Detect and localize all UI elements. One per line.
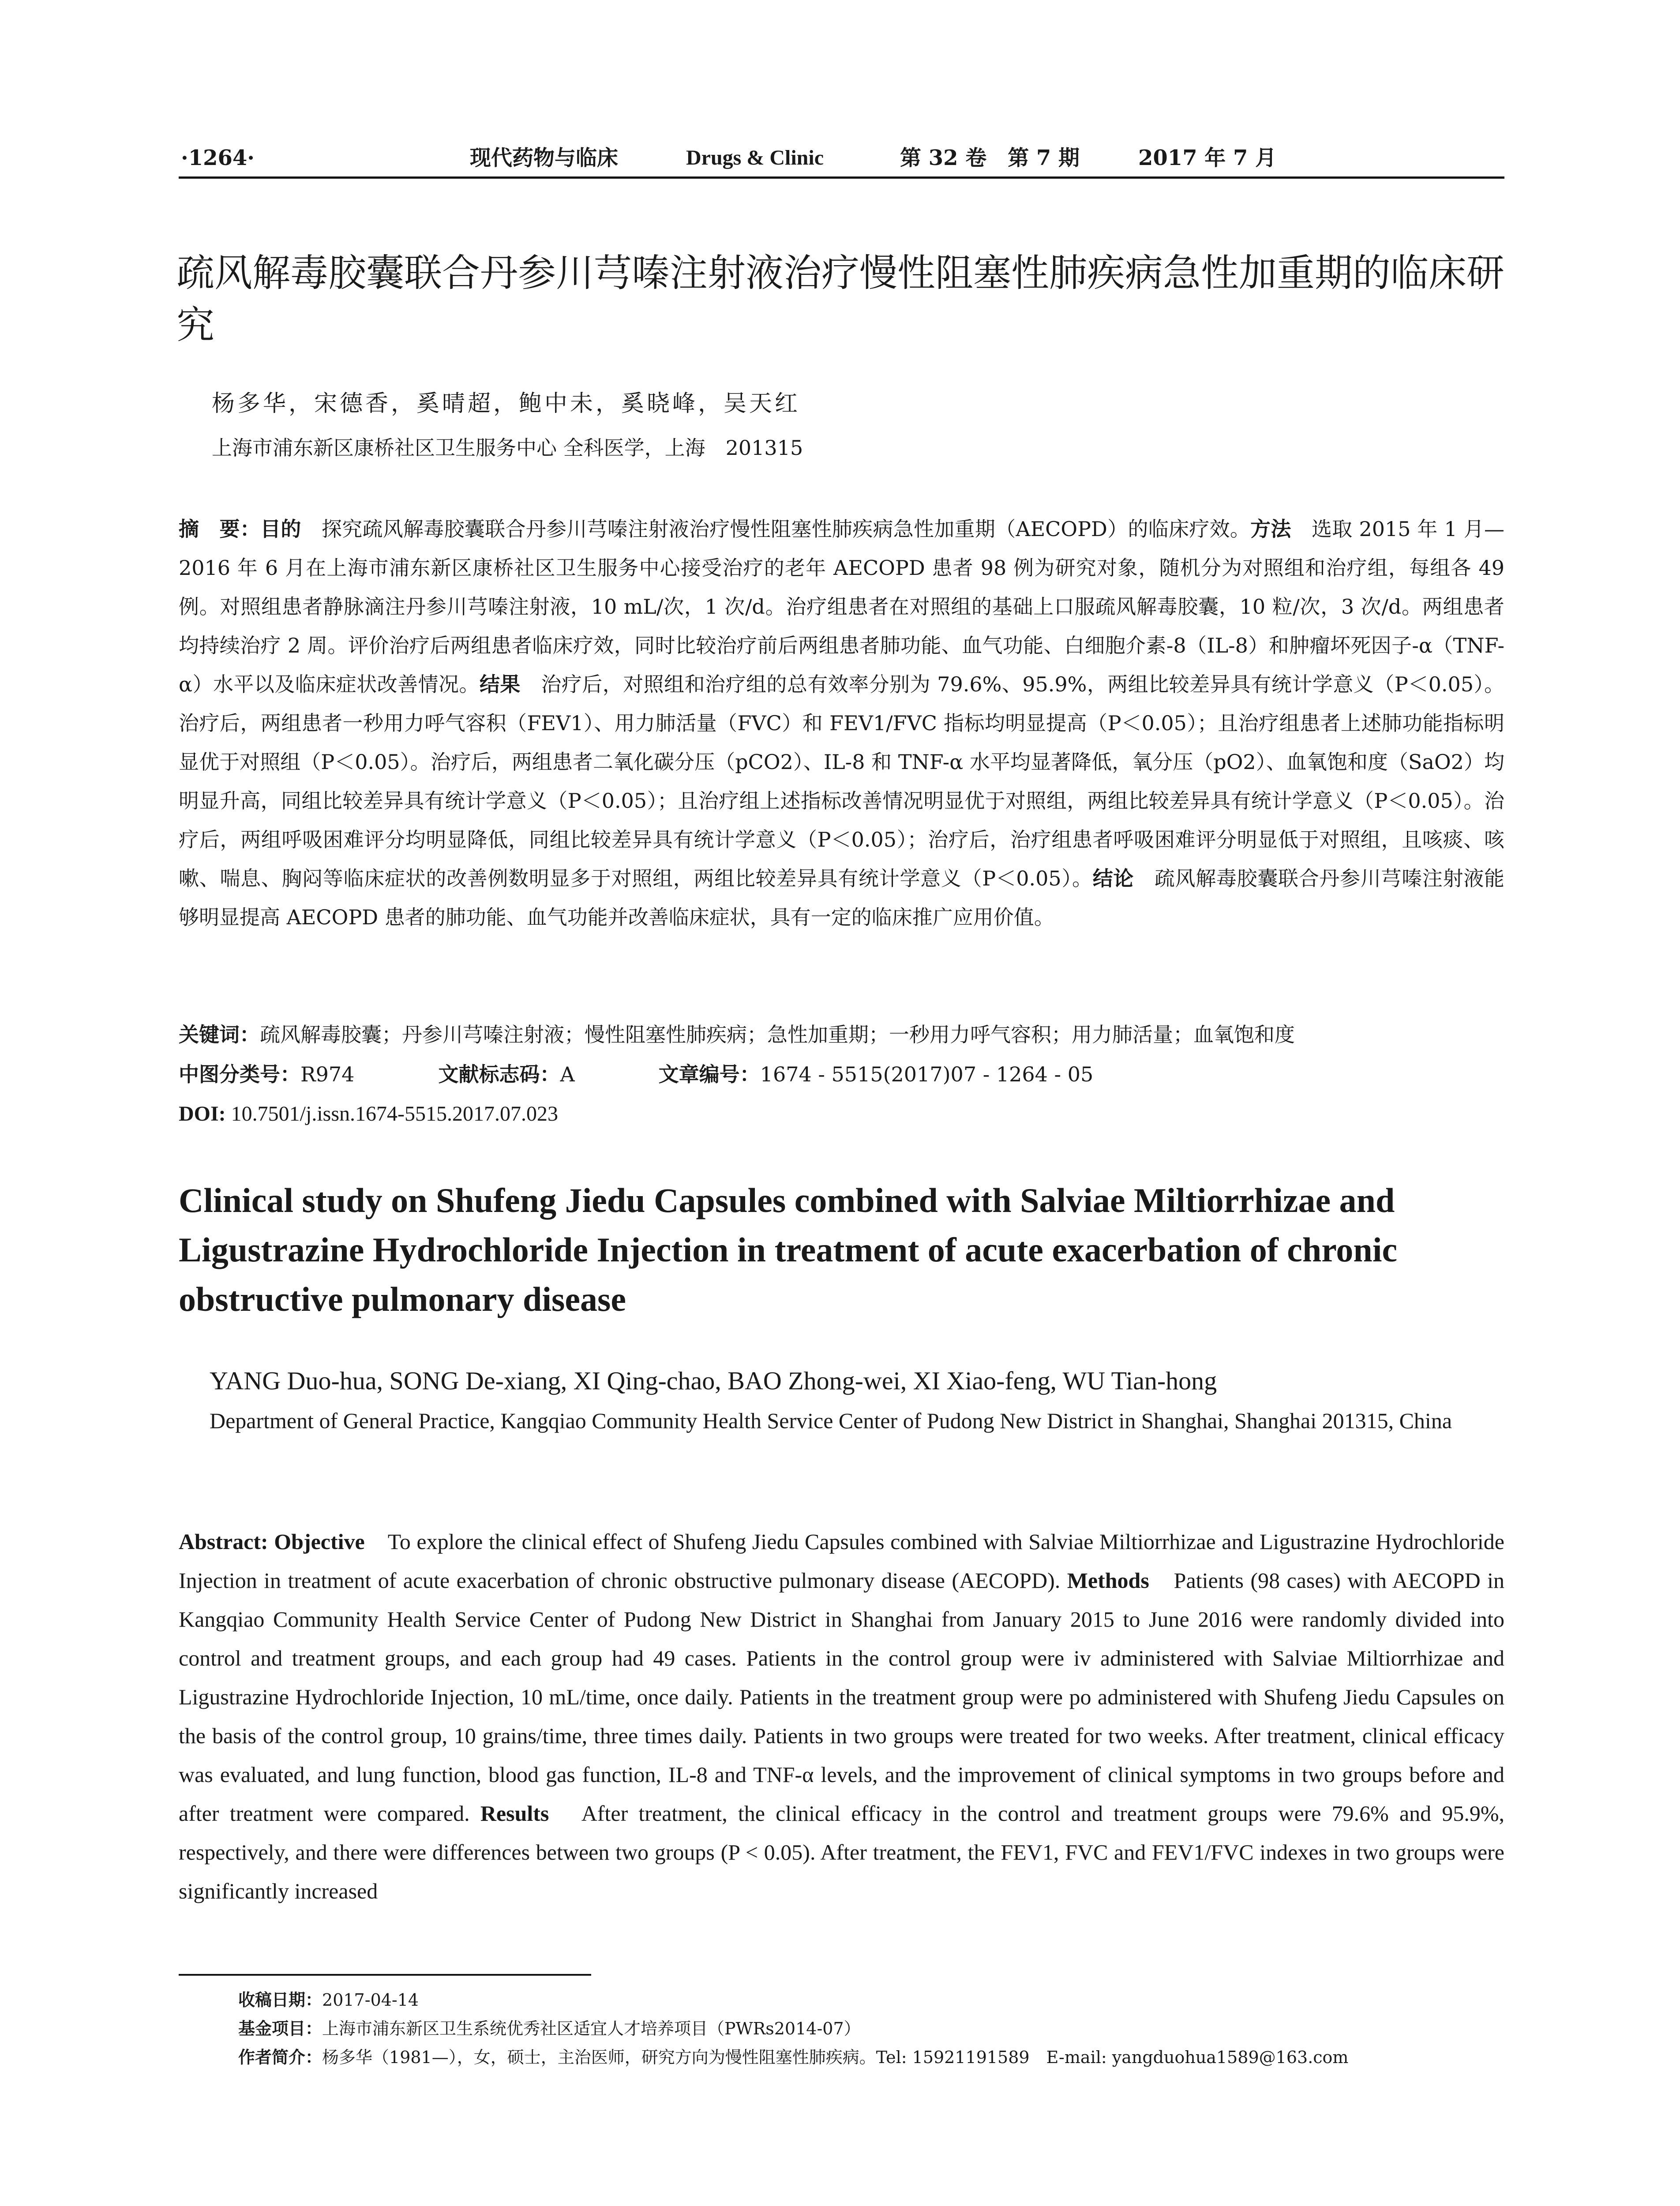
doi-label: DOI: <box>179 1102 226 1126</box>
chinese-abstract <box>179 510 1504 937</box>
doi-link[interactable]: 10.7501/j.issn.1674-5515.2017.07.023 <box>231 1102 559 1126</box>
article-number-value: 1674 - 5515(2017)07 - 1264 - 05 <box>760 1062 1094 1086</box>
abstract-label: 摘 要： <box>179 517 261 541</box>
en-methods-label: Methods <box>1067 1568 1149 1593</box>
fund-label: 基金项目： <box>238 2019 322 2038</box>
objective-label: 目的 <box>260 517 301 541</box>
footnote-fund <box>238 2016 1509 2041</box>
journal-name-en: Drugs & Clinic <box>686 146 824 169</box>
objective-text: 探究疏风解毒胶囊联合丹参川芎嗪注射液治疗慢性阻塞性肺疾病急性加重期（AECOPD）的临床疗效。 <box>321 517 1251 541</box>
document-code-label: 文献标志码： <box>438 1062 560 1086</box>
fund-text: 上海市浦东新区卫生系统优秀社区适宜人才培养项目（PWRs2014-07） <box>322 2019 861 2038</box>
conclusion-text: 疏风解毒胶囊联合丹参川芎嗪注射液能够明显提高 AECOPD 患者的肺功能、血气功能并改善临床症状，具有一定的临床推广应用价值。 <box>179 867 1505 929</box>
en-methods-text: Patients (98 cases) with AECOPD in Kangqiao Community Health Service Center of Pudong New District in Shanghai from January 2015 to June 2016 were randomly divided into control and treatment groups, and each group had 49 cases. Patients in the control group were iv administered with Salviae Miltiorrhizae and Ligustrazine Hydrochloride Injection, 10 mL/time, once daily. Patients in the treatment group were po administered with Shufeng Jiedu Capsules on the basis of the control group, 10 grains/time, three times daily. Patients in two groups were treated for two weeks. After treatment, clinical efficacy was evaluated, and lung function, blood gas function, IL-8 and TNF-α levels, and the improvement of clinical symptoms in two groups before and after treatment were compared. <box>179 1568 1505 1826</box>
classification-line <box>179 1059 1504 1090</box>
footnote-received <box>238 1988 1509 2012</box>
english-affiliation: Department of General Practice, Kangqiao Community Health Service Center of Pudong New District in Shanghai, Shanghai 201315, China <box>210 1408 1452 1433</box>
en-results-text: After treatment, the clinical efficacy in the control and treatment groups were 79.6% and 95.9%, respectively, and there were differences between two groups (P < 0.05). After treatment, the FEV1, FVC and FEV1/FVC indexes in two groups were significantly increased <box>179 1801 1505 1903</box>
clc-value: R974 <box>300 1062 355 1086</box>
clc-label: 中图分类号： <box>179 1062 300 1086</box>
article-number-label: 文章编号： <box>658 1062 760 1086</box>
conclusion-label: 结论 <box>1092 867 1134 890</box>
journal-name-cn: 现代药物与临床 <box>470 146 619 170</box>
received-label: 收稿日期： <box>238 1990 322 2010</box>
document-code-value: A <box>560 1062 575 1086</box>
english-authors: YANG Duo-hua, SONG De-xiang, XI Qing-chao, BAO Zhong-wei, XI Xiao-feng, WU Tian-hong <box>210 1366 1217 1395</box>
header-rule <box>179 176 1504 179</box>
en-results-label: Results <box>480 1801 549 1826</box>
page-number: ·1264· <box>181 146 255 170</box>
footnote-author <box>238 2045 1509 2070</box>
keywords-label: 关键词： <box>179 1023 260 1047</box>
author-bio-text: 杨多华（1981—），女，硕士，主治医师，研究方向为慢性阻塞性肺疾病。Tel: 15921191589 E-mail: yangduohua1589@163.com <box>322 2048 1349 2067</box>
english-title: Clinical study on Shufeng Jiedu Capsules combined with Salviae Miltiorrhizae and Ligustrazine Hydrochloride Injection in treatment of acute exacerbation of chronic obstructive pulmonary disease <box>179 1181 1398 1318</box>
methods-text: 选取 2015 年 1 月—2016 年 6 月在上海市浦东新区康桥社区卫生服务中心接受治疗的老年 AECOPD 患者 98 例为研究对象，随机分为对照组和治疗组，每组各 49 例。对照组患者静脉滴注丹参川芎嗪注射液，10 mL/次，1 次/d。治疗组患者在对照组的基础上口服疏风解毒胶囊，10 粒/次，3 次/d。两组患者均持续治疗 2 周。评价治疗后两组患者临床疗效，同时比较治疗前后两组患者肺功能、血气功能、白细胞介素-8（IL-8）和肿瘤坏死因子-α（TNF-α）水平以及临床症状改善情况。 <box>179 517 1505 696</box>
results-label: 结果 <box>479 672 521 696</box>
results-text: 治疗后，对照组和治疗组的总有效率分别为 79.6%、95.9%，两组比较差异具有统计学意义（P＜0.05）。治疗后，两组患者一秒用力呼气容积（FEV1）、用力肺活量（FVC）和 FEV1/FVC 指标均明显提高（P＜0.05）；且治疗组患者上述肺功能指标明显优于对照组（P＜0.05）。治疗后，两组患者二氧化碳分压（pCO2）、IL-8 和 TNF-α 水平均显著降低，氧分压（pO2）、血氧饱和度（SaO2）均明显升高，同组比较差异具有统计学意义（P＜0.05）；且治疗组上述指标改善情况明显优于对照组，两组比较差异具有统计学意义（P＜0.05）。治疗后，两组呼吸困难评分均明显降低，同组比较差异具有统计学意义（P＜0.05）；治疗后，治疗组患者呼吸困难评分明显低于对照组，且咳痰、咳嗽、喘息、胸闷等临床症状的改善例数明显多于对照组，两组比较差异具有统计学意义（P＜0.05）。 <box>179 672 1504 890</box>
chinese-keywords <box>179 1019 1504 1050</box>
footnote-rule <box>179 1974 591 1976</box>
doi-line <box>179 1099 558 1129</box>
en-objective-label: Abstract: Objective <box>179 1529 365 1554</box>
volume-issue: 第 32 卷 第 7 期 <box>900 146 1080 170</box>
keywords-text: 疏风解毒胶囊；丹参川芎嗪注射液；慢性阻塞性肺疾病；急性加重期；一秒用力呼气容积；用力肺活量；血氧饱和度 <box>260 1023 1295 1047</box>
chinese-affiliation: 上海市浦东新区康桥社区卫生服务中心 全科医学，上海 201315 <box>212 436 803 460</box>
methods-label: 方法 <box>1250 517 1291 541</box>
received-date: 2017-04-14 <box>322 1990 419 2010</box>
issue-date: 2017 年 7 月 <box>1138 146 1277 170</box>
author-bio-label: 作者简介： <box>238 2048 322 2067</box>
english-abstract <box>179 1522 1504 1910</box>
running-header <box>181 140 1504 176</box>
chinese-authors: 杨多华，宋德香，奚晴超，鲍中未，奚晓峰，吴天红 <box>212 390 801 417</box>
en-objective-text: To explore the clinical effect of Shufeng Jiedu Capsules combined with Salviae Miltiorrhizae and Ligustrazine Hydrochloride Injection in treatment of acute exacerbation of chronic obstructive pulmonary disease (AECOPD). <box>179 1529 1504 1593</box>
chinese-title: 疏风解毒胶囊联合丹参川芎嗪注射液治疗慢性阻塞性肺疾病急性加重期的临床研究 <box>176 251 1504 347</box>
